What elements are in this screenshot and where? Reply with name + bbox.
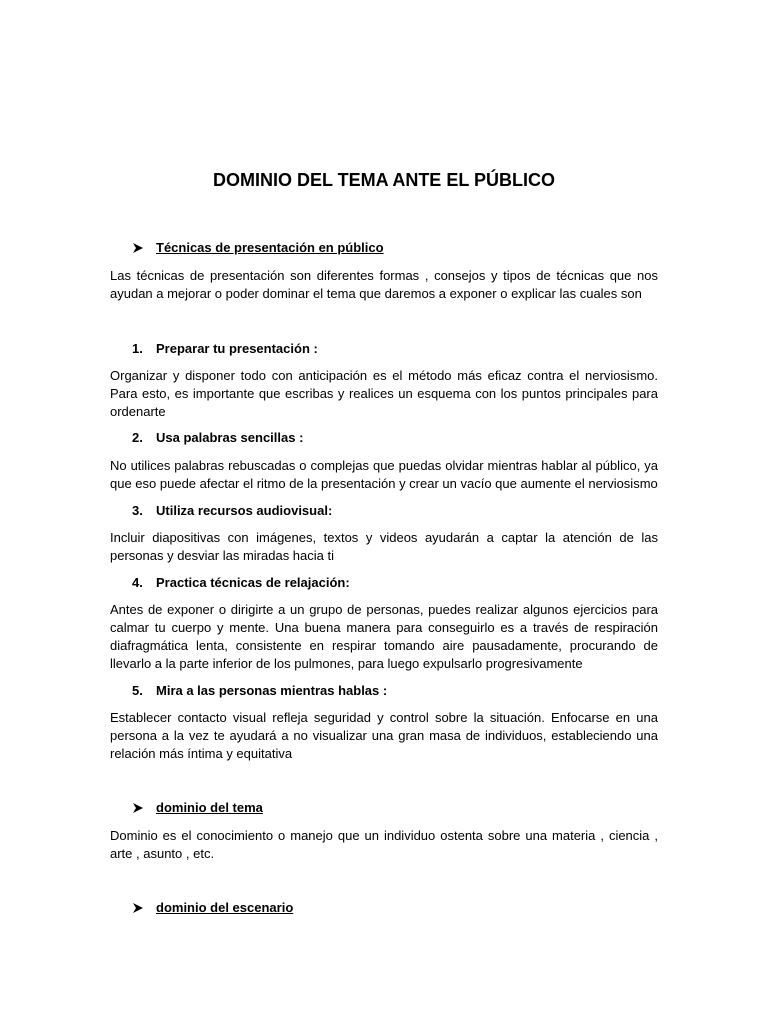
list-item-paragraph-5: Establecer contacto visual refleja seguridad y control sobre la situación. Enfocarse en una persona a la vez te ayudará a no visualizar una gran masa de individuos, estableciendo una relación más íntima y equitativa bbox=[110, 710, 658, 761]
list-item-title: Practica técnicas de relajación: bbox=[156, 575, 350, 590]
list-item-heading-2 bbox=[132, 430, 680, 445]
section-heading-tecnicas bbox=[132, 240, 680, 255]
arrow-bullet-icon bbox=[132, 802, 144, 814]
list-item-title: Preparar tu presentación : bbox=[156, 341, 318, 356]
list-item-heading-4 bbox=[132, 575, 680, 590]
list-item-paragraph-4: Antes de exponer o dirigirte a un grupo de personas, puedes realizar algunos ejercicios para calmar tu cuerpo y mente. Una buena manera para conseguirlo es a través de respiración diafragmática lenta, consistente en respirar tomando aire pausadamente, procurando de llevarlo a la parte inferior de los pulmones, para luego expulsarlo progresivamente bbox=[110, 602, 658, 671]
list-item-number: 4. bbox=[132, 575, 143, 590]
section-heading-dominio-escenario bbox=[132, 900, 680, 915]
list-item-number: 2. bbox=[132, 430, 143, 445]
list-item-heading-1 bbox=[132, 341, 680, 356]
list-item-title: Usa palabras sencillas : bbox=[156, 430, 304, 445]
arrow-bullet-icon bbox=[132, 242, 144, 254]
list-item-paragraph-2: No utilices palabras rebuscadas o complejas que puedas olvidar mientras hablar al público, ya que eso puede afectar el ritmo de la presentación y crear un vacío que aumente el nerviosismo bbox=[110, 458, 658, 491]
list-item-number: 1. bbox=[132, 341, 143, 356]
list-item-paragraph-3: Incluir diapositivas con imágenes, textos y videos ayudarán a captar la atención de las personas y desviar las miradas hacia ti bbox=[110, 530, 658, 563]
list-item-title: Mira a las personas mientras hablas : bbox=[156, 683, 388, 698]
list-item-number: 5. bbox=[132, 683, 143, 698]
section-heading-label: Técnicas de presentación en público bbox=[156, 240, 384, 255]
list-item-paragraph-1: Organizar y disponer todo con anticipación es el método más eficaz contra el nerviosismo. Para esto, es importante que escribas y realices un esquema con los puntos principales para ordenarte bbox=[110, 368, 658, 419]
arrow-bullet-icon bbox=[132, 902, 144, 914]
list-item-heading-5 bbox=[132, 683, 680, 698]
section-paragraph-tecnicas: Las técnicas de presentación son diferentes formas , consejos y tipos de técnicas que nos ayudan a mejorar o poder dominar el tema que daremos a exponer o explicar las cuales son bbox=[110, 268, 658, 301]
list-item-number: 3. bbox=[132, 503, 143, 518]
section-heading-dominio-tema bbox=[132, 800, 680, 815]
section-heading-label: dominio del tema bbox=[156, 800, 263, 815]
section-heading-label: dominio del escenario bbox=[156, 900, 294, 915]
section-paragraph-dominio-tema: Dominio es el conocimiento o manejo que un individuo ostenta sobre una materia , ciencia , arte , asunto , etc. bbox=[110, 828, 658, 861]
document-title: DOMINIO DEL TEMA ANTE EL PÚBLICO bbox=[212, 170, 555, 190]
list-item-heading-3 bbox=[132, 503, 680, 518]
list-item-title: Utiliza recursos audiovisual: bbox=[156, 503, 333, 518]
